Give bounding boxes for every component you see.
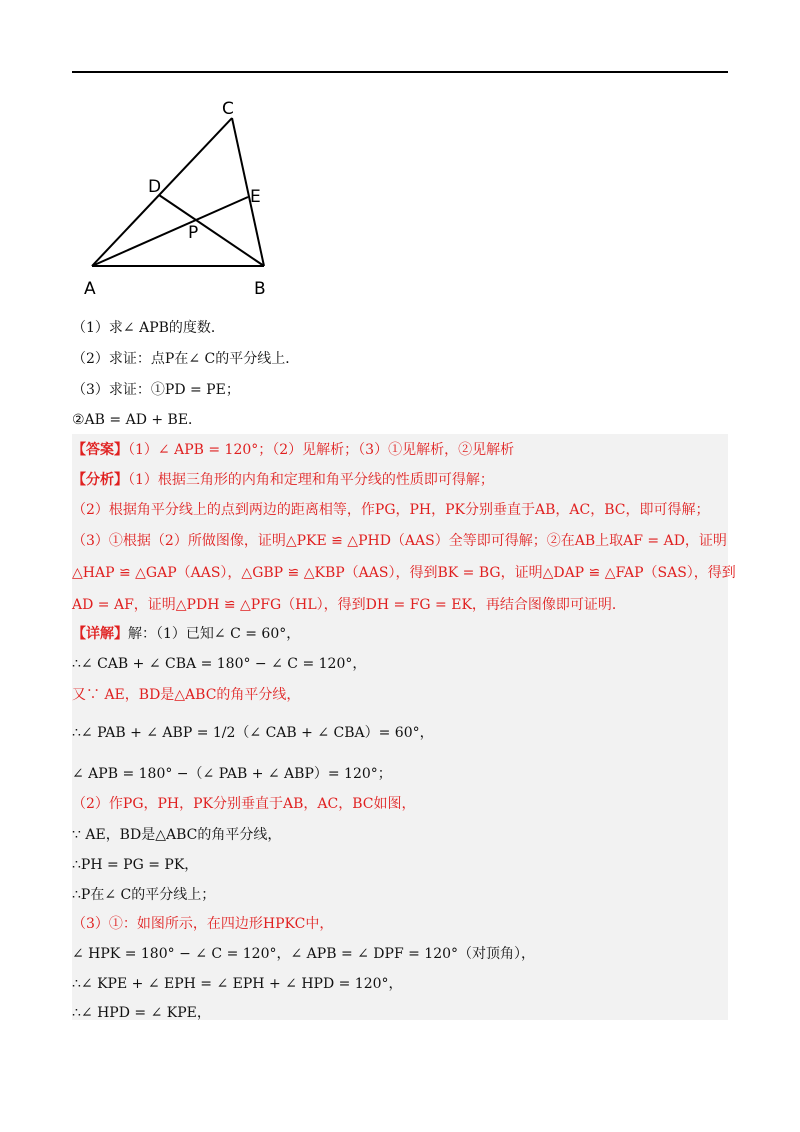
detail-line-13: ∴∠ HPD = ∠ KPE， bbox=[72, 1005, 211, 1021]
detail-text-1: 解：（1）已知∠ C = 60°， bbox=[128, 626, 301, 642]
detail-line-5: ∠ APB = 180° −（∠ PAB + ∠ ABP）= 120°； bbox=[72, 766, 392, 782]
label-P: P bbox=[188, 223, 199, 243]
segment-BD bbox=[159, 195, 264, 266]
answer-line bbox=[72, 440, 514, 460]
detail-line-7: ∵ AE，BD是△ABC的角平分线， bbox=[72, 827, 282, 843]
detail-line-9: ∴P在∠ C的平分线上； bbox=[72, 887, 216, 903]
detail-line-11: ∠ HPK = 180° − ∠ C = 120°，∠ APB = ∠ DPF = 120°（对顶角）， bbox=[72, 946, 536, 962]
segment-AC bbox=[92, 118, 232, 266]
answer-text: （1）∠ APB = 120°；（2）见解析；（3）①见解析，②见解析 bbox=[128, 442, 515, 458]
detail-tag: 【详解】 bbox=[72, 626, 128, 642]
detail-line-3: 又∵ AE，BD是△ABC的角平分线， bbox=[72, 687, 301, 703]
top-rule bbox=[72, 71, 728, 73]
label-B: B bbox=[254, 279, 266, 299]
question-3: （3）求证：①PD = PE； bbox=[72, 382, 240, 398]
label-A: A bbox=[84, 279, 96, 299]
detail-line-12: ∴∠ KPE + ∠ EPH = ∠ EPH + ∠ HPD = 120°， bbox=[72, 976, 403, 992]
detail-line-4: ∴∠ PAB + ∠ ABP = 1/2（∠ CAB + ∠ CBA）= 60°， bbox=[72, 725, 434, 741]
detail-line-10: （3）①：如图所示，在四边形HPKC中， bbox=[72, 916, 334, 932]
triangle-figure bbox=[72, 96, 292, 304]
label-C: C bbox=[222, 99, 234, 119]
analysis-tag: 【分析】 bbox=[72, 472, 128, 488]
question-2: （2）求证：点P在∠ C的平分线上． bbox=[72, 351, 300, 367]
detail-line-6: （2）作PG，PH，PK分别垂直于AB，AC，BC如图， bbox=[72, 796, 416, 812]
analysis-line-5: AD = AF，证明△PDH ≌ △PFG（HL），得到DH = FG = EK，再结合图像即可证明． bbox=[72, 597, 626, 613]
detail-line-8: ∴PH = PG = PK， bbox=[72, 857, 199, 873]
detail-line-2: ∴∠ CAB + ∠ CBA = 180° − ∠ C = 120°， bbox=[72, 656, 367, 672]
detail-line-1 bbox=[72, 624, 300, 644]
analysis-line-3: （3）①根据（2）所做图像，证明△PKE ≌ △PHD（AAS）全等即可得解；②在AB上取AF = AD，证明 bbox=[72, 533, 727, 549]
question-1: （1）求∠ APB的度数． bbox=[72, 320, 225, 336]
analysis-text-1: （1）根据三角形的内角和定理和角平分线的性质即可得解； bbox=[128, 472, 494, 488]
analysis-line-2: （2）根据角平分线上的点到两边的距离相等，作PG，PH，PK分别垂直于AB，AC，BC，即可得解； bbox=[72, 502, 710, 518]
segment-AE bbox=[92, 197, 248, 266]
question-3-part-2: ②AB = AD + BE． bbox=[72, 412, 203, 428]
analysis-line-1 bbox=[72, 470, 494, 490]
label-D: D bbox=[148, 177, 162, 197]
label-E: E bbox=[250, 187, 261, 207]
answer-tag: 【答案】 bbox=[72, 442, 128, 458]
analysis-line-4: △HAP ≌ △GAP（AAS），△GBP ≌ △KBP（AAS），得到BK = BG，证明△DAP ≌ △FAP（SAS），得到 bbox=[72, 565, 736, 581]
